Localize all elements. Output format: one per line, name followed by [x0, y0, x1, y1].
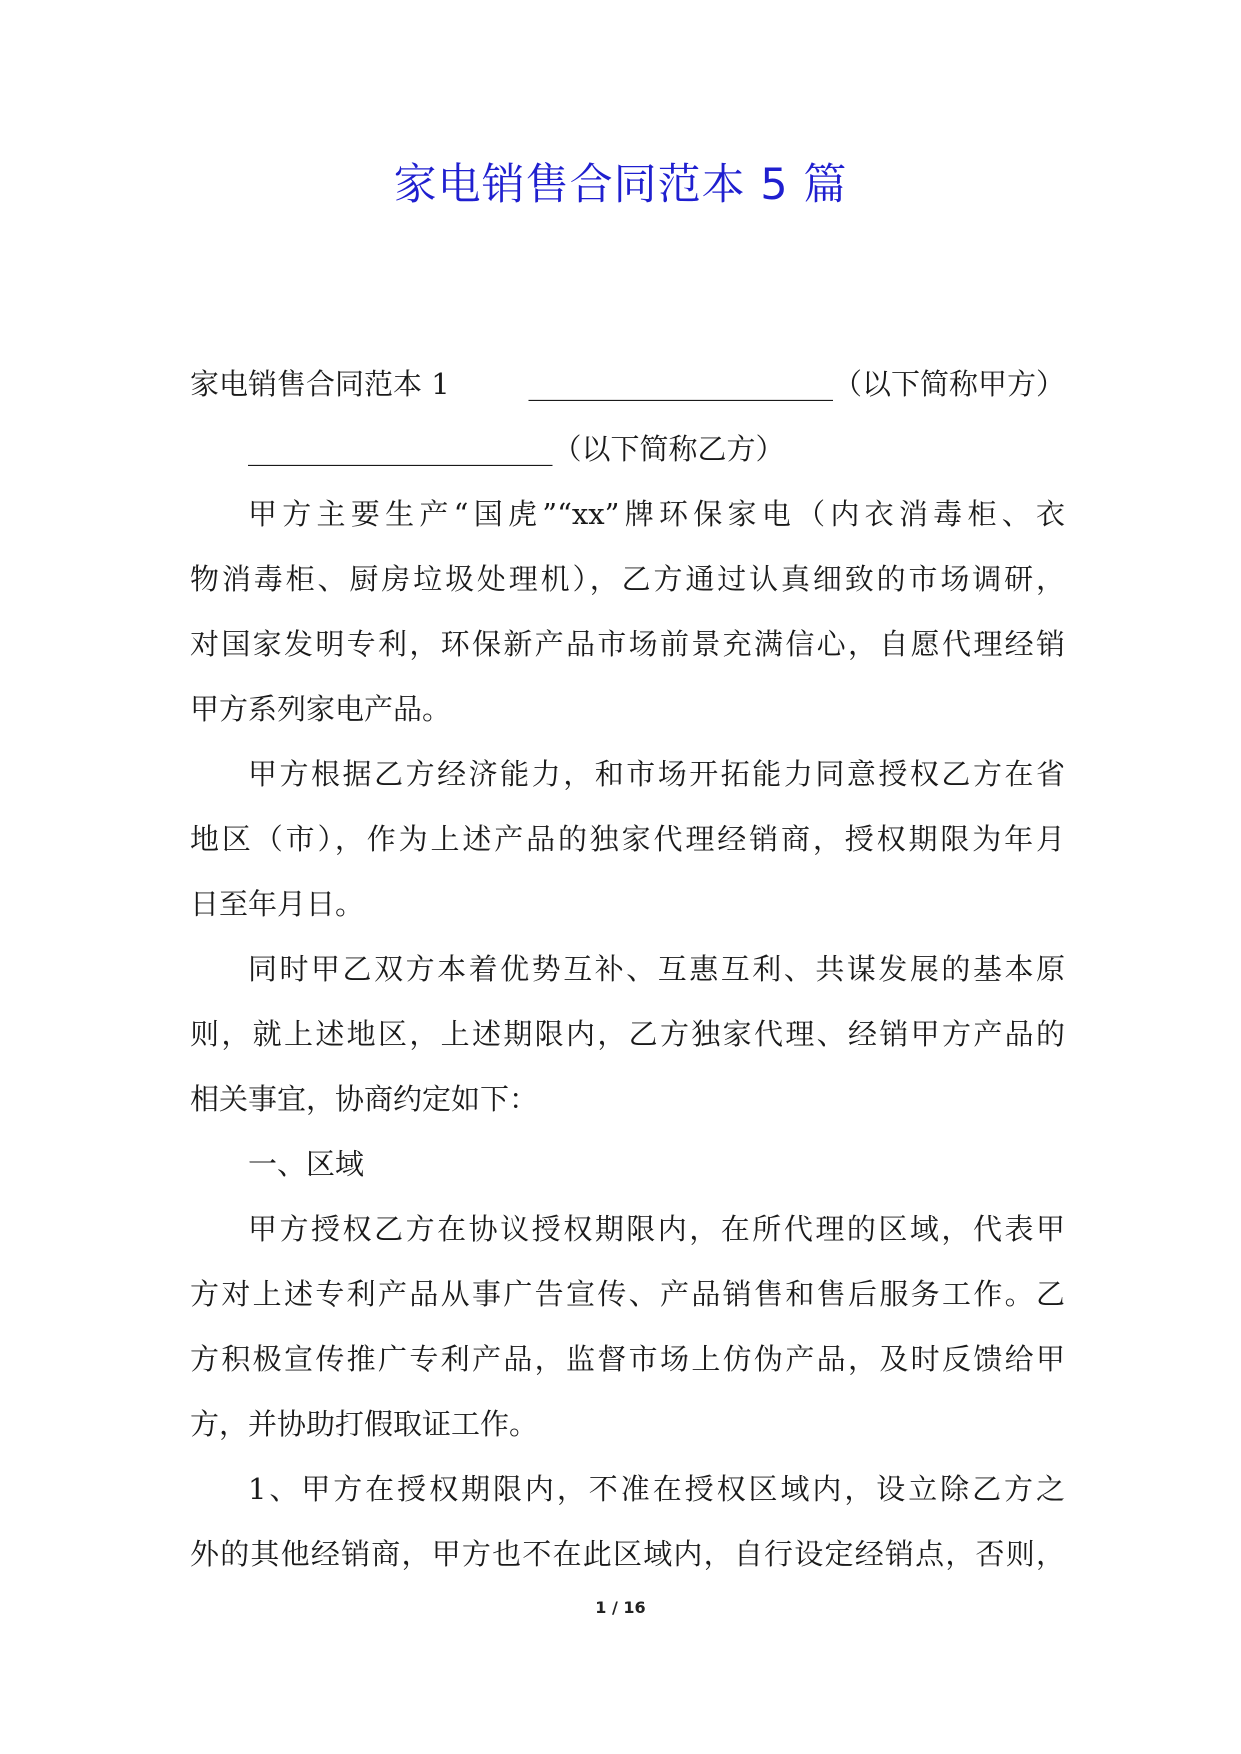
text-line: 1、甲方在授权期限内，不准在授权区域内，设立除乙方之	[248, 1472, 1065, 1506]
text-line: 方对上述专利产品从事广告宣传、产品销售和售后服务工作。乙	[190, 1277, 1065, 1311]
document-body	[190, 352, 1065, 1587]
text-line: 外的其他经销商，甲方也不在此区域内，自行设定经销点，否则，	[190, 1537, 1065, 1571]
document-title: 家电销售合同范本 5 篇	[393, 160, 848, 210]
text-line: 方，并协助打假取证工作。	[190, 1407, 539, 1441]
text-line: 甲方根据乙方经济能力，和市场开拓能力同意授权乙方在省	[248, 757, 1065, 791]
party-b-line: _____________________（以下简称乙方）	[248, 432, 785, 466]
text-line: 地区（市），作为上述产品的独家代理经销商，授权期限为年月	[190, 822, 1065, 856]
text-line: 则，就上述地区，上述期限内，乙方独家代理、经销甲方产品的	[190, 1017, 1065, 1051]
text-line: 甲方主要生产“国虎”“xx”牌环保家电（内衣消毒柜、衣	[248, 497, 1065, 531]
text-line: 相关事宜，协商约定如下：	[190, 1082, 539, 1116]
intro-label: 家电销售合同范本 1	[190, 367, 450, 401]
text-line: 日至年月日。	[190, 887, 365, 921]
page-number: 1 / 16	[595, 1598, 646, 1617]
text-line: 甲方授权乙方在协议授权期限内，在所代理的区域，代表甲	[248, 1212, 1065, 1246]
intro-line	[190, 352, 1065, 417]
text-line: 对国家发明专利，环保新产品市场前景充满信心，自愿代理经销	[190, 627, 1065, 661]
text-line: 同时甲乙双方本着优势互补、互惠互利、共谋发展的基本原	[248, 952, 1065, 986]
text-line: 物消毒柜、厨房垃圾处理机），乙方通过认真细致的市场调研，	[190, 562, 1065, 596]
text-line: 方积极宣传推广专利产品，监督市场上仿伪产品，及时反馈给甲	[190, 1342, 1065, 1376]
party-a-line: _____________________（以下简称甲方）	[528, 367, 1065, 401]
text-line: 甲方系列家电产品。	[190, 692, 452, 726]
section-heading: 一、区域	[248, 1147, 365, 1181]
